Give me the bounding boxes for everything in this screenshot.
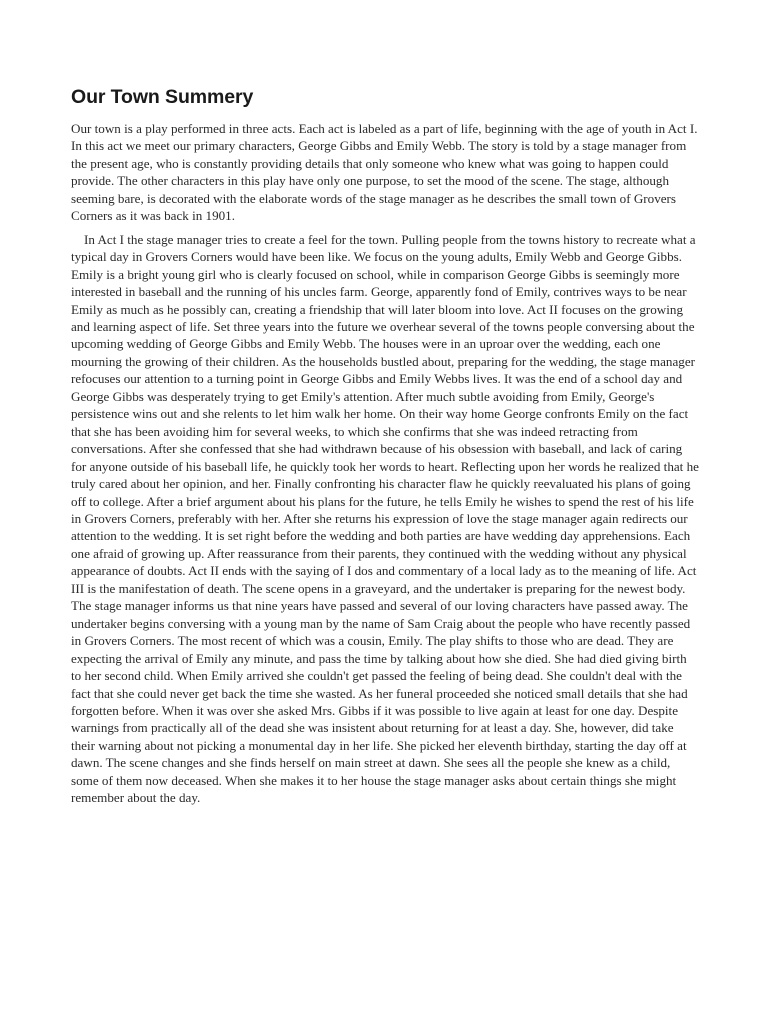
document-title: Our Town Summery [71, 86, 254, 108]
paragraph-intro: Our town is a play performed in three acts. Each act is labeled as a part of life, beginning with the age of youth in Act I. In this act we meet our primary characters, George Gibbs and Emily Webb. The story is told by a stage manager from the present age, who is constantly providing details that only someone who knew what was going to happen could provide. The other characters in this play have only one purpose, to set the mood of the scene. The stage, although seeming bare, is decorated with the elaborate words of the stage manager as he describes the small town of Grovers Corners as it was back in 1901. [71, 121, 698, 224]
paragraph-acts-summary: In Act I the stage manager tries to create a feel for the town. Pulling people from the towns history to recreate what a typical day in Grovers Corners would have been like. We focus on the young adults, Emily Webb and George Gibbs. Emily is a bright young girl who is clearly focused on school, while in comparison George Gibbs is seemingly more interested in baseball and the running of his uncles farm. George, apparently fond of Emily, contrives ways to be near Emily as much as he possibly can, creating a friendship that will later bloom into love. Act II focuses on the growing and learning aspect of life. Set three years into the future we overhear several of the towns people conversing about the upcoming wedding of George Gibbs and Emily Webb. The houses were in an uproar over the wedding, each one mourning the growing of their children. As the households bustled about, preparing for the wedding, the stage manager refocuses our attention to a turning point in George Gibbs and Emily Webbs lives. It was the end of a school day and George Gibbs was desperately trying to get Emily's attention. After much subtle avoiding from Emily, George's persistence wins out and she relents to let him walk her home. On their way home George confronts Emily on the fact that she has been avoiding him for several weeks, to which she confirms that she was indeed retracting from conversations. After she confessed that she had withdrawn because of his obsession with baseball, and lack of caring for anyone outside of his baseball life, he quickly took her words to heart. Reflecting upon her words he realized that he truly cared about her opinion, and her. Finally confronting his character flaw he quickly reevaluated his plans of going off to college. After a brief argument about his plans for the future, he tells Emily he wishes to spend the rest of his life in Grovers Corners, preferably with her. After she returns his expression of love the stage manager again redirects our attention to the wedding. It is set right before the wedding and both parties are have wedding day apprehensions. Each one afraid of growing up. After reassurance from their parents, they continued with the wedding without any physical appearance of doubts. Act II ends with the saying of I dos and commentary of a local lady as to the meaning of life. Act III is the manifestation of death. The scene opens in a graveyard, and the undertaker is preparing for the newest body. The stage manager informs us that nine years have passed and several of our loving characters have passed away. The undertaker begins conversing with a young man by the name of Sam Craig about the people who have recently passed in Grovers Corners. The most recent of which was a cousin, Emily. The play shifts to those who are dead. They are expecting the arrival of Emily any minute, and pass the time by talking about how she died. She had died giving birth to her second child. When Emily arrived she couldn't get passed the feeling of being dead. She couldn't deal with the fact that she could never get back the time she wasted. As her funeral proceeded she noticed small details that she had forgotten before. When it was over she asked Mrs. Gibbs if it was possible to live again at least for one day. Despite warnings from practically all of the dead she was insistent about returning for at least a day. She, however, did take their warning about not picking a monumental day in her life. She picked her eleventh birthday, starting the day off at dawn. The scene changes and she finds herself on main street at dawn. She sees all the people she knew as a child, some of them now deceased. When she makes it to her house the stage manager asks about certain things she might remember about the day. [71, 231, 699, 806]
document-body [71, 120, 699, 813]
